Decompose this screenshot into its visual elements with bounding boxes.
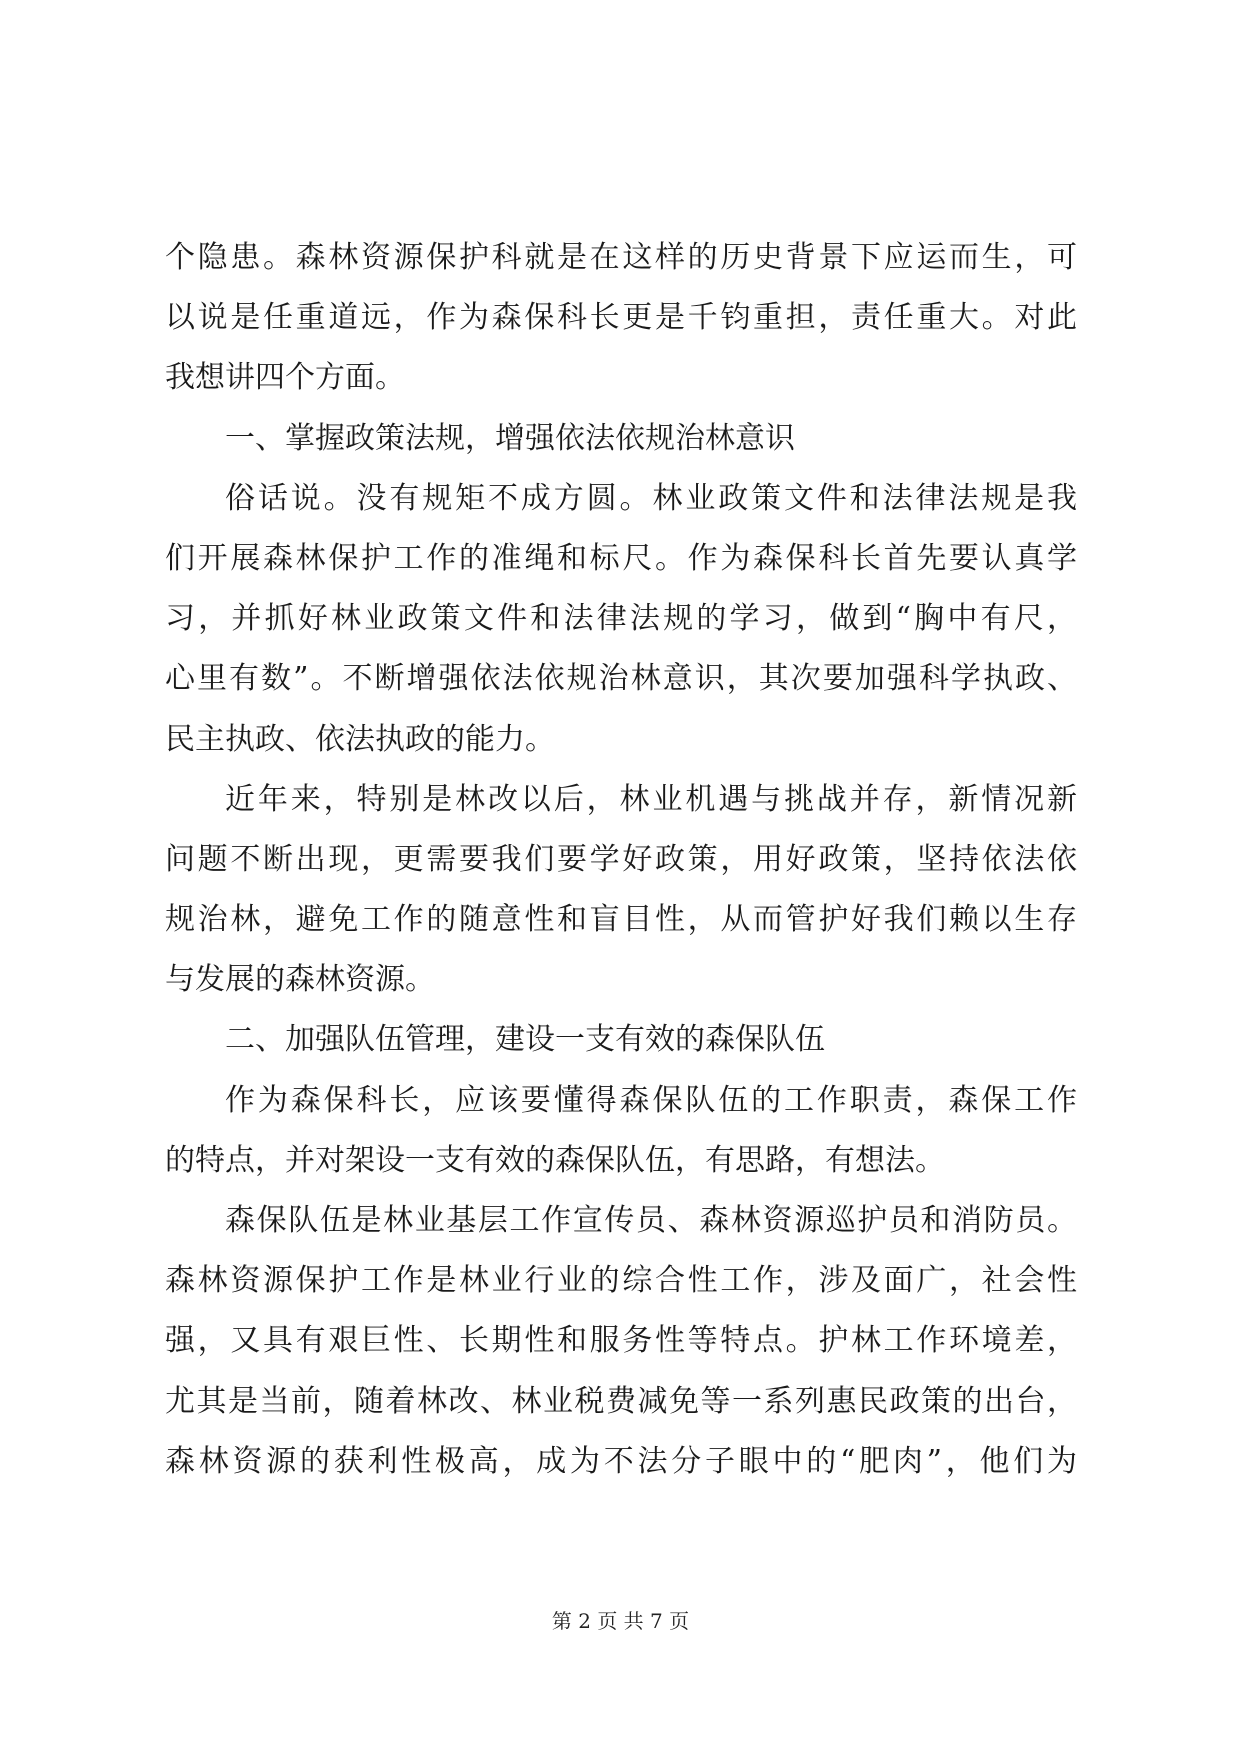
text-line: 二、加强队伍管理，建设一支有效的森保队伍 xyxy=(225,1022,825,1058)
text-line: 规治林，避免工作的随意性和盲目性，从而管护好我们赖以生存 xyxy=(165,902,1077,938)
text-line: 心里有数”。不断增强依法依规治林意识，其次要加强科学执政、 xyxy=(165,661,1077,697)
text-line: 以说是任重道远，作为森保科长更是千钧重担，责任重大。对此 xyxy=(165,300,1077,336)
page-footer: 第 2 页 共 7 页 xyxy=(551,1609,690,1633)
text-line: 个隐患。森林资源保护科就是在这样的历史背景下应运而生，可 xyxy=(165,240,1077,275)
text-line: 尤其是当前，随着林改、林业税费减免等一系列惠民政策的出台， xyxy=(165,1383,1077,1419)
text-line: 与发展的森林资源。 xyxy=(165,962,435,998)
text-line: 们开展森林保护工作的准绳和标尺。作为森保科长首先要认真学 xyxy=(165,540,1077,576)
text-line: 作为森保科长，应该要懂得森保队伍的工作职责，森保工作 xyxy=(225,1082,1077,1118)
text-line: 一、掌握政策法规，增强依法依规治林意识 xyxy=(225,420,795,456)
text-line: 近年来，特别是林改以后，林业机遇与挑战并存，新情况新 xyxy=(225,781,1077,817)
text-line: 森林资源的获利性极高，成为不法分子眼中的“肥肉”，他们为 xyxy=(165,1443,1077,1479)
document-body xyxy=(165,228,1077,1492)
text-line: 俗话说。没有规矩不成方圆。林业政策文件和法律法规是我 xyxy=(225,480,1077,516)
text-line: 的特点，并对架设一支有效的森保队伍，有思路，有想法。 xyxy=(165,1142,945,1178)
text-line: 问题不断出现，更需要我们要学好政策，用好政策，坚持依法依 xyxy=(165,841,1077,877)
text-line: 强，又具有艰巨性、长期性和服务性等特点。护林工作环境差， xyxy=(165,1323,1077,1359)
text-line: 森保队伍是林业基层工作宣传员、森林资源巡护员和消防员。 xyxy=(225,1203,1077,1238)
text-line: 我想讲四个方面。 xyxy=(165,360,405,396)
text-line: 民主执政、依法执政的能力。 xyxy=(165,721,555,757)
text-line: 习，并抓好林业政策文件和法律法规的学习，做到“胸中有尺， xyxy=(165,601,1077,637)
text-line: 森林资源保护工作是林业行业的综合性工作，涉及面广，社会性 xyxy=(165,1263,1077,1299)
